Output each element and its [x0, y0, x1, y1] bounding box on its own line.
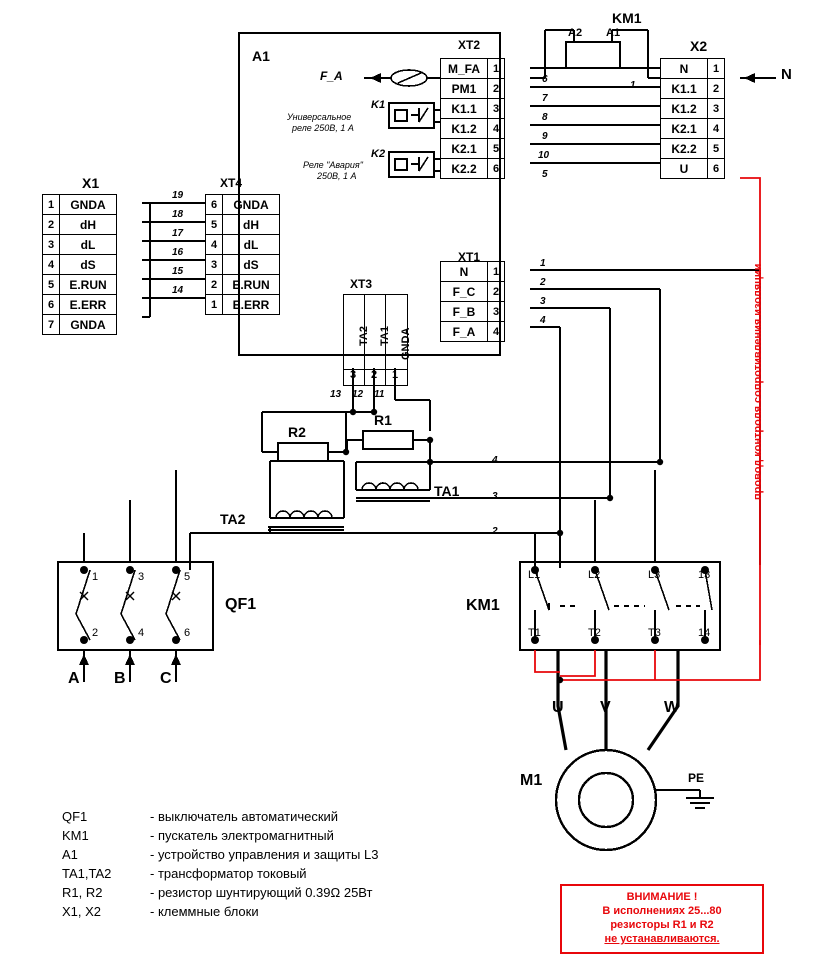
- x2-pin-2: 2: [708, 79, 725, 99]
- xt2-pin-1: 1: [488, 59, 505, 79]
- x1-name-e-err: E.ERR: [60, 295, 117, 315]
- wire-number-xt1-1: 1: [540, 258, 546, 269]
- x2-pin-1: 1: [708, 59, 725, 79]
- x2-name-k1-1: K1.1: [661, 79, 708, 99]
- xt2-pin-3: 3: [488, 99, 505, 119]
- block-title-x2: X2: [690, 38, 708, 54]
- wire-number-17: 17: [172, 228, 184, 239]
- xt3-pin-2: 2: [371, 369, 378, 381]
- xt3-pin-1: 1: [392, 369, 399, 381]
- xt4-row: [206, 235, 280, 255]
- km1-pin-l1: L1: [528, 569, 541, 581]
- legend-row: [62, 903, 378, 920]
- x1-pin-4: 4: [43, 255, 60, 275]
- legend-row: [62, 808, 378, 825]
- wire-number-10: 10: [538, 150, 550, 161]
- wire-number-19: 19: [172, 190, 184, 201]
- km1-pin-13: 13: [698, 569, 711, 581]
- xt4-name-dl: dL: [223, 235, 280, 255]
- xt2-row: [441, 79, 505, 99]
- xt3-label-ta2: TA2: [358, 326, 370, 346]
- x2-pin-5: 5: [708, 139, 725, 159]
- wire-number-ta-3: 3: [492, 491, 498, 502]
- block-title-xt4: XT4: [220, 176, 243, 190]
- xt2-pin-2: 2: [488, 79, 505, 99]
- legend-key: KM1: [62, 828, 89, 843]
- x2-row: [661, 119, 725, 139]
- xt1-name-n: N: [441, 262, 488, 282]
- x1-pin-7: 7: [43, 315, 60, 335]
- xt2-name-pm1: PM1: [441, 79, 488, 99]
- x1-name-ds: dS: [60, 255, 117, 275]
- xt3-pin-divider-1: [364, 368, 365, 385]
- legend-desc: - выключатель автоматический: [150, 809, 339, 824]
- km1-coil-pin-a2: A2: [568, 27, 583, 39]
- warning-line2: В исполнениях 25...80: [602, 905, 722, 917]
- km1-coil-pin-a1: A1: [606, 27, 621, 39]
- xt4-pin-2: 2: [206, 275, 223, 295]
- legend: [60, 806, 380, 922]
- xt2-name-k2-1: K2.1: [441, 139, 488, 159]
- qf1-pin-3: 3: [138, 571, 145, 583]
- wire-number-16: 16: [172, 247, 184, 258]
- xt1-row: [441, 322, 505, 342]
- xt2-name-m-fa: M_FA: [441, 59, 488, 79]
- component-label-m1: M1: [520, 772, 543, 789]
- xt1-row: [441, 282, 505, 302]
- wire-number-9: 9: [542, 131, 548, 142]
- relay-k1-desc-line1: Универсальное: [287, 112, 352, 122]
- wire-number-8: 8: [542, 112, 548, 123]
- block-title-xt2: XT2: [458, 38, 481, 52]
- x2-row: [661, 159, 725, 179]
- xt4-pin-4: 4: [206, 235, 223, 255]
- xt3-pin-divider-2: [385, 368, 386, 385]
- component-label-km1-main: KM1: [466, 597, 500, 614]
- legend-key: X1, X2: [62, 904, 102, 919]
- terminal-block-x2: [660, 58, 725, 179]
- relay-k1-desc-line2: реле 250В, 1 А: [292, 123, 354, 133]
- xt4-pin-1: 1: [206, 295, 223, 315]
- component-label-ta2: TA2: [220, 511, 246, 527]
- xt3-col-ta2: [348, 300, 370, 362]
- f-a-internal-label: F_A: [320, 69, 343, 83]
- x2-row: [661, 139, 725, 159]
- wire-number-14: 14: [172, 285, 184, 296]
- phase-label-a: A: [68, 670, 80, 687]
- x1-pin-2: 2: [43, 215, 60, 235]
- wire-number-18: 18: [172, 209, 184, 220]
- block-title-xt1: XT1: [458, 250, 481, 264]
- xt1-name-f-c: F_C: [441, 282, 488, 302]
- xt1-pin-2: 2: [488, 282, 505, 302]
- relay-k2-desc-line1: Реле "Авария": [303, 160, 363, 170]
- qf1-pin-6: 6: [184, 627, 191, 639]
- x1-row: [43, 215, 117, 235]
- xt2-name-k1-2: K1.2: [441, 119, 488, 139]
- km1-pin-l2: L2: [588, 569, 601, 581]
- legend-desc: - клеммные блоки: [150, 904, 259, 919]
- xt2-row: [441, 59, 505, 79]
- wire-number-13: 13: [330, 389, 342, 400]
- legend-desc: - трансформатор токовый: [150, 866, 307, 881]
- km1-pin-14: 14: [698, 627, 711, 639]
- qf1-pin-5: 5: [184, 571, 191, 583]
- x2-name-n: N: [661, 59, 708, 79]
- xt3-pin-3: 3: [350, 369, 357, 381]
- wire-number-5: 5: [542, 169, 548, 180]
- xt4-name-e-run: E.RUN: [223, 275, 280, 295]
- xt3-label-ta1: TA1: [379, 326, 391, 346]
- motor-lead-w: W: [664, 699, 680, 716]
- block-title-xt3: XT3: [350, 277, 373, 291]
- x1-name-gnda: GNDA: [60, 315, 117, 335]
- xt4-name-gnda: GNDA: [223, 195, 280, 215]
- qf1-pin-2: 2: [92, 627, 99, 639]
- xt4-pin-6: 6: [206, 195, 223, 215]
- x1-pin-3: 3: [43, 235, 60, 255]
- phase-label-b: B: [114, 670, 126, 687]
- xt4-row: [206, 195, 280, 215]
- x1-pin-6: 6: [43, 295, 60, 315]
- xt3-label-gnda: GNDA: [400, 327, 412, 360]
- wire-number-ta-4: 4: [492, 455, 498, 466]
- legend-key: TA1,TA2: [62, 866, 112, 881]
- qf1-pin-1: 1: [92, 571, 99, 583]
- relay-k1-label: K1: [371, 99, 386, 111]
- x2-row: [661, 99, 725, 119]
- xt3-col-gnda: [390, 300, 412, 362]
- component-label-r1: R1: [374, 412, 392, 428]
- component-label-r2: R2: [288, 424, 306, 440]
- xt4-name-ds: dS: [223, 255, 280, 275]
- motor-lead-v: V: [600, 699, 611, 716]
- xt2-row: [441, 99, 505, 119]
- block-title-km1-coil: KM1: [612, 10, 642, 26]
- x1-name-dh: dH: [60, 215, 117, 235]
- x2-name-k2-1: K2.1: [661, 119, 708, 139]
- block-title-x1: X1: [82, 175, 100, 191]
- xt3-col-ta1: [369, 300, 391, 362]
- warning-title: ВНИМАНИЕ !: [626, 891, 698, 903]
- xt1-name-f-a: F_A: [441, 322, 488, 342]
- warning-line3: резисторы R1 и R2: [610, 919, 714, 931]
- km1-pin-l3: L3: [648, 569, 661, 581]
- xt4-row: [206, 275, 280, 295]
- xt4-row: [206, 295, 280, 315]
- x1-name-e-run: E.RUN: [60, 275, 117, 295]
- legend-desc: - устройство управления и защиты L3: [150, 847, 379, 862]
- xt2-row: [441, 159, 505, 179]
- legend-desc: - резистор шунтирующий 0.39Ω 25Вт: [150, 885, 373, 900]
- x1-pin-1: 1: [43, 195, 60, 215]
- x1-name-dl: dL: [60, 235, 117, 255]
- warning-box: [560, 884, 764, 954]
- xt4-name-dh: dH: [223, 215, 280, 235]
- km1-pin-t3: T3: [648, 627, 661, 639]
- terminal-block-xt4: [205, 194, 280, 315]
- x2-name-k1-2: K1.2: [661, 99, 708, 119]
- legend-key: R1, R2: [62, 885, 103, 900]
- xt1-pin-1: 1: [488, 262, 505, 282]
- xt2-name-k2-2: K2.2: [441, 159, 488, 179]
- km1-pin-t2: T2: [588, 627, 601, 639]
- x2-pin-4: 4: [708, 119, 725, 139]
- xt2-pin-6: 6: [488, 159, 505, 179]
- x1-pin-5: 5: [43, 275, 60, 295]
- wire-number-6: 6: [542, 74, 548, 85]
- wire-number-11: 11: [374, 389, 385, 400]
- xt4-name-e-err: E.ERR: [223, 295, 280, 315]
- xt2-pin-4: 4: [488, 119, 505, 139]
- motor-lead-u: U: [552, 699, 564, 716]
- x1-row: [43, 235, 117, 255]
- legend-desc: - пускатель электромагнитный: [150, 828, 334, 843]
- x2-pin-6: 6: [708, 159, 725, 179]
- xt4-row: [206, 215, 280, 235]
- xt1-pin-3: 3: [488, 302, 505, 322]
- wire-number-15: 15: [172, 266, 184, 277]
- component-label-qf1: QF1: [225, 596, 257, 613]
- wire-number-7: 7: [542, 93, 548, 104]
- supply-n-label: N: [781, 66, 792, 83]
- qf1-pin-4: 4: [138, 627, 145, 639]
- x1-row: [43, 295, 117, 315]
- legend-row: [62, 827, 378, 844]
- relay-k2-desc-line2: 250В, 1 А: [317, 171, 357, 181]
- block-title-a1: A1: [252, 48, 270, 64]
- legend-row: [62, 865, 378, 882]
- terminal-block-xt1: [440, 261, 505, 342]
- x2-name-u: U: [661, 159, 708, 179]
- insulation-wire-note: провод контроля сопротивления изоляции: [752, 263, 764, 500]
- wire-number-xt1-4: 4: [540, 315, 546, 326]
- x1-name-gnda: GNDA: [60, 195, 117, 215]
- xt4-row: [206, 255, 280, 275]
- wire-number-xt1-2: 2: [540, 277, 546, 288]
- terminal-block-xt2: [440, 58, 505, 179]
- xt2-pin-5: 5: [488, 139, 505, 159]
- x2-name-k2-2: K2.2: [661, 139, 708, 159]
- xt1-name-f-b: F_B: [441, 302, 488, 322]
- wire-number-12: 12: [352, 389, 364, 400]
- terminal-block-x1: [42, 194, 117, 335]
- km1-pin-t1: T1: [528, 627, 541, 639]
- relay-k2-label: K2: [371, 148, 386, 160]
- x2-row: [661, 79, 725, 99]
- legend-key: QF1: [62, 809, 88, 824]
- wire-number-xt1-3: 3: [540, 296, 546, 307]
- x1-row: [43, 275, 117, 295]
- x2-pin-3: 3: [708, 99, 725, 119]
- xt1-row: [441, 302, 505, 322]
- wire-number-ta-2: 2: [492, 526, 498, 537]
- x1-row: [43, 195, 117, 215]
- legend-row: [62, 884, 378, 901]
- xt1-row: [441, 262, 505, 282]
- pe-label: PE: [688, 771, 705, 785]
- wire-number-coil-1: 1: [630, 80, 636, 91]
- x2-row: [661, 59, 725, 79]
- warning-line4: не устанавливаются.: [604, 933, 720, 945]
- x1-row: [43, 315, 117, 335]
- component-label-ta1: TA1: [434, 483, 460, 499]
- xt2-name-k1-1: K1.1: [441, 99, 488, 119]
- xt4-pin-5: 5: [206, 215, 223, 235]
- xt4-pin-3: 3: [206, 255, 223, 275]
- x1-row: [43, 255, 117, 275]
- legend-key: A1: [62, 847, 78, 862]
- xt1-pin-4: 4: [488, 322, 505, 342]
- legend-row: [62, 846, 378, 863]
- phase-label-c: C: [160, 670, 172, 687]
- xt2-row: [441, 119, 505, 139]
- xt2-row: [441, 139, 505, 159]
